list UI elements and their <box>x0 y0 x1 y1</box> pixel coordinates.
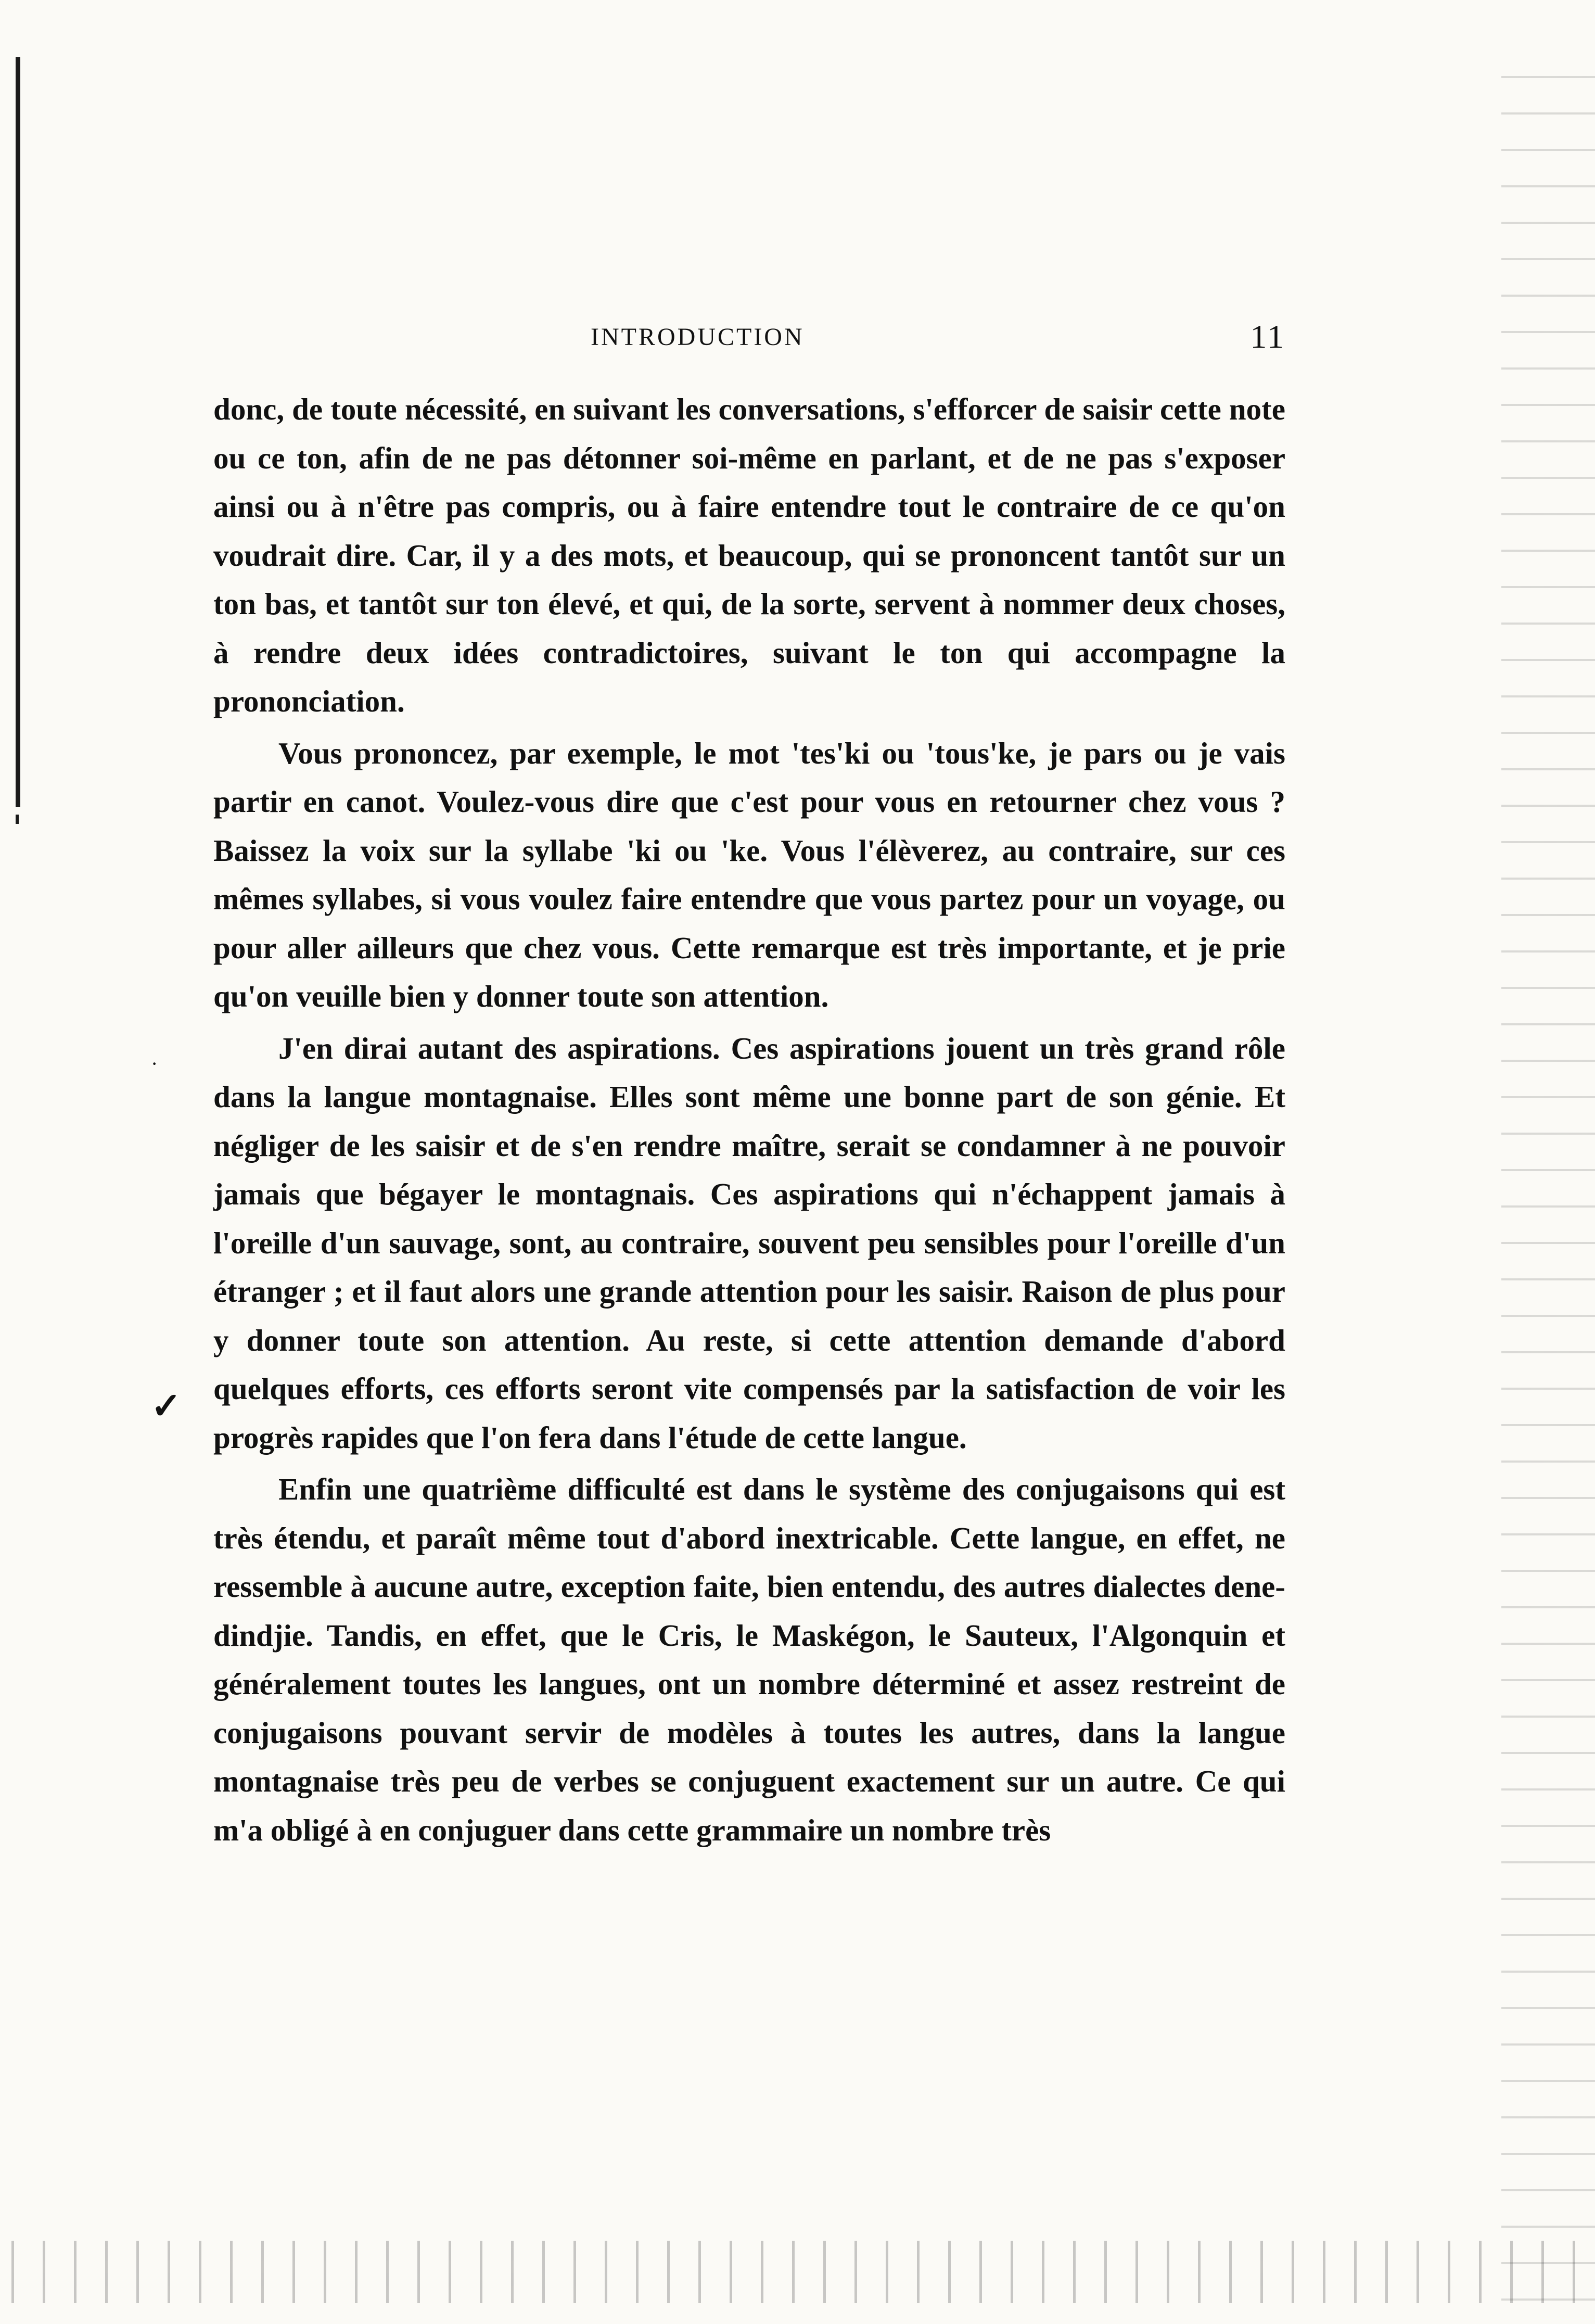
page-header <box>213 318 1285 359</box>
scan-mark <box>16 815 19 824</box>
scan-edge-noise-right <box>1501 62 1595 2324</box>
margin-dot-mark: · <box>151 1052 158 1075</box>
margin-check-mark: ✓ <box>151 1387 182 1427</box>
running-head: INTRODUCTION <box>591 323 805 351</box>
paragraph: Vous prononcez, par exemple, le mot 'tes'ki ou 'tous'ke, je pars ou je vais partir en canot. Voulez-vous dire que c'est pour vous en retourner chez vous ? Baissez la voix sur la syllabe 'ki ou 'ke. Vous l'élèverez, au contraire, sur ces mêmes syllabes, si vous voulez faire entendre que vous partez pour un voyage, ou pour aller ailleurs que chez vous. Cette remarque est très importante, et je prie qu'on veuille bien y donner toute son attention. <box>213 735 1285 1013</box>
paragraph: Enfin une quatrième difficulté est dans le système des conjugaisons qui est très étendu, et paraît même tout d'abord inextricable. Cette langue, en effet, ne ressemble à aucune autre, exception faite, bien entendu, des autres dialectes dene-dindjie. Tandis, en effet, que le Cris, le Maskégon, le Sauteux, l'Algonquin et généralement toutes les langues, ont un nombre déterminé et assez restreint de conjugaisons pouvant servir de modèles à toutes les autres, dans la langue montagnaise très peu de verbes se conjuguent exactement sur un autre. Ce qui m'a obligé à en conjuguer dans cette grammaire un nombre très <box>213 1472 1285 1847</box>
paragraph: J'en dirai autant des aspirations. Ces aspirations jouent un très grand rôle dans la langue montagnaise. Elles sont même une bonne part de son génie. Et négliger de les saisir et de s'en rendre maître, serait se condamner à ne pouvoir jamais que bégayer le montagnais. Ces aspirations qui n'échappent jamais à l'oreille d'un sauvage, sont, au contraire, souvent peu sensibles pour l'oreille d'un étranger ; et il faut alors une grande attention pour les saisir. Raison de plus pour y donner toute son attention. Au reste, si cette attention demande d'abord quelques efforts, ces efforts seront vite compensés par la satisfaction de voir les progrès rapides que l'on fera dans l'étude de cette langue. <box>213 1031 1285 1455</box>
scan-border-left <box>16 57 20 807</box>
paragraph: donc, de toute nécessité, en suivant les conversations, s'efforcer de saisir cette note ou ce ton, afin de ne pas détonner soi-même en parlant, et de ne pas s'exposer ainsi ou à n'être pas compris, ou à faire entendre tout le contraire de ce qu'on voudrait dire. Car, il y a des mots, et beaucoup, qui se prononcent tantôt sur un ton bas, et tantôt sur ton élevé, et qui, de la sorte, servent à nommer deux choses, à rendre deux idées contradictoires, suivant le ton qui accompagne la prononciation. <box>213 392 1285 718</box>
page-number: 11 <box>1250 318 1285 355</box>
scan-edge-noise-bottom <box>0 2241 1595 2303</box>
body-text <box>213 385 1285 1855</box>
